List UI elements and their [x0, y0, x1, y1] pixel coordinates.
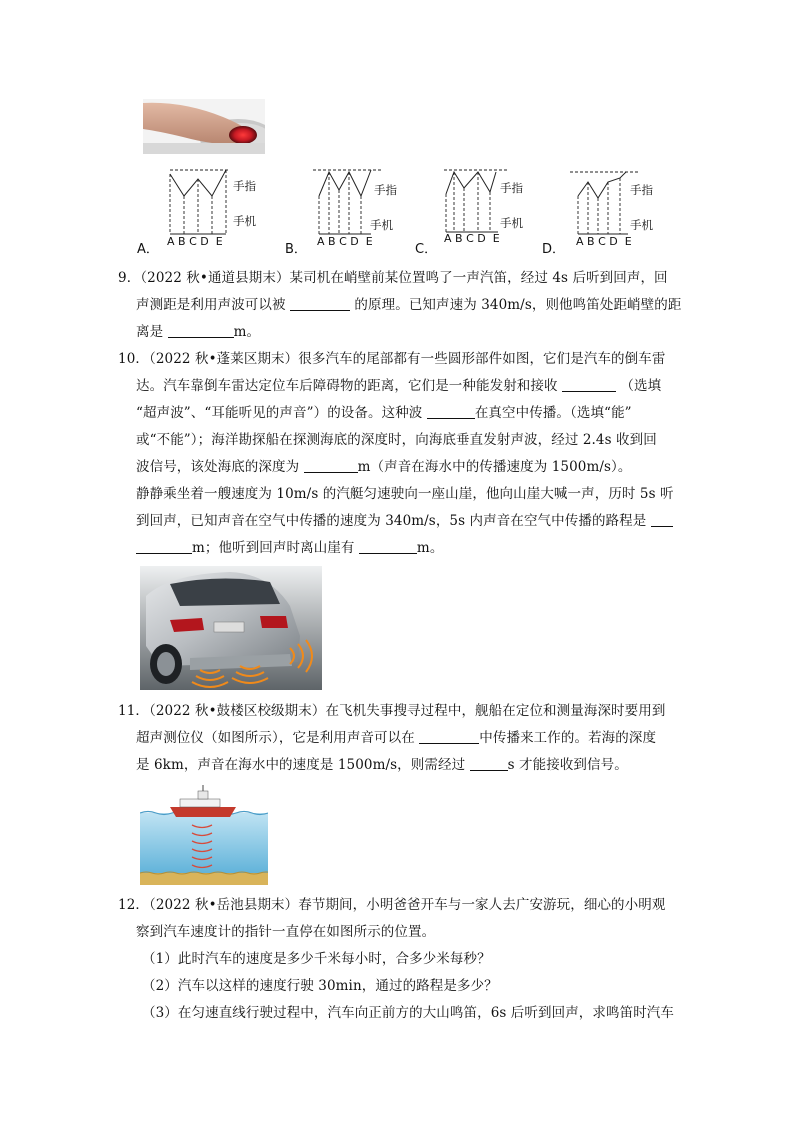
q10-line3: “超声波”、“耳能听见的声音”）的设备。这种波 在真空中传播。（选填“能” — [136, 405, 632, 421]
option-letter: B． — [285, 242, 307, 257]
q10-line8: m；他听到回声时离山崖有 m。 — [118, 535, 688, 562]
q11-line1: 11．（2022 秋•鼓楼区校级期末）在飞机失事搜寻过程中，舰船在定位和测量海深时要用到 — [118, 703, 666, 719]
answer-blank[interactable] — [290, 295, 350, 311]
axis-labels: A B C D E — [576, 235, 632, 248]
answer-blank[interactable] — [304, 457, 358, 473]
axis-labels: A B C D E — [317, 235, 373, 248]
q12-sub3: （3）在匀速直线行驶过程中，汽车向正前方的大山鸣笛，6s 后听到回声，求鸣笛时汽车 — [142, 1005, 674, 1021]
q10-line2: 达。汽车靠倒车雷达定位车后障碍物的距离，它们是一种能发射和接收 （选填 — [136, 378, 662, 394]
q9-line1: 9．（2022 秋•通道县期末）某司机在峭壁前某位置鸣了一声汽笛，经过 4s 后听到回声，回 — [118, 270, 668, 286]
option-letter: A． — [137, 242, 159, 257]
question-10 — [118, 346, 688, 562]
phone-label: 手机 — [500, 216, 523, 230]
finger-label: 手指 — [374, 183, 397, 197]
q12-sub1: （1）此时汽车的速度是多少千米每小时，合多少米每秒？ — [142, 951, 491, 967]
car-radar-photo — [140, 566, 322, 690]
echo-graph — [160, 164, 232, 240]
question-9 — [118, 265, 688, 346]
q11-line3: 是 6km，声音在海水中的速度是 1500m/s，则需经过 s 才能接收到信号。 — [136, 757, 628, 773]
option-letter: D． — [542, 242, 566, 257]
q10-line6: 静静乘坐着一艘速度为 10m/s 的汽艇匀速驶向一座山崖，他向山崖大喊一声，历时 5s 听 — [136, 486, 674, 502]
q10-line1: 10．（2022 秋•蓬莱区期末）很多汽车的尾部都有一些圆形部件如图，它们是汽车的倒车雷 — [118, 351, 666, 367]
finger-label: 手指 — [233, 179, 256, 193]
answer-blank[interactable] — [427, 403, 475, 419]
axis-labels: A B C D E — [444, 232, 500, 245]
q12-line2: 察到汽车速度计的指针一直停在如图所示的位置。 — [136, 924, 436, 940]
answer-blank[interactable] — [359, 538, 417, 554]
axis-labels: A B C D E — [167, 235, 223, 248]
option-c — [408, 160, 548, 260]
finger-photo — [143, 99, 265, 154]
q12-sub2: （2）汽车以这样的速度行驶 30min，通过的路程是多少？ — [142, 978, 498, 994]
option-d — [538, 160, 678, 260]
q9-line2: 声测距是利用声波可以被 的原理。已知声速为 340m/s，则他鸣笛处距峭壁的距 — [136, 297, 682, 313]
sonar-ship-illustration — [140, 785, 268, 885]
finger-label: 手指 — [500, 181, 523, 195]
q12-line1: 12．（2022 秋•岳池县期末）春节期间，小明爸爸开车与一家人去广安游玩，细心的小明观 — [118, 897, 666, 913]
answer-blank[interactable] — [419, 728, 479, 744]
answer-blank[interactable] — [168, 322, 234, 338]
q11-line2: 超声测位仪（如图所示），它是利用声音可以在 中传播来工作的。若海的深度 — [136, 730, 657, 746]
option-letter: C． — [415, 242, 438, 257]
q10-line7: 到回声，已知声音在空气中传播的速度为 340m/s，5s 内声音在空气中传播的路程是 — [118, 508, 688, 535]
phone-label: 手机 — [370, 218, 393, 232]
question-12 — [118, 892, 688, 1027]
q8-option-graphs — [0, 160, 794, 260]
question-11 — [118, 698, 688, 779]
phone-label: 手机 — [630, 218, 653, 232]
answer-blank[interactable] — [136, 538, 192, 554]
q9-line3: 离是 m。 — [136, 324, 261, 340]
answer-blank[interactable] — [562, 376, 616, 392]
q10-line4: 或“不能”）；海洋勘探船在探测海底的深度时，向海底垂直发射声波，经过 2.4s 收到回 — [136, 432, 657, 448]
answer-blank[interactable] — [651, 511, 673, 527]
q10-line5: 波信号，该处海底的深度为 m（声音在海水中的传播速度为 1500m/s）。 — [136, 459, 632, 475]
finger-label: 手指 — [630, 183, 653, 197]
answer-blank[interactable] — [470, 755, 508, 771]
option-a — [130, 160, 270, 260]
phone-label: 手机 — [233, 214, 256, 228]
option-b — [278, 160, 418, 260]
